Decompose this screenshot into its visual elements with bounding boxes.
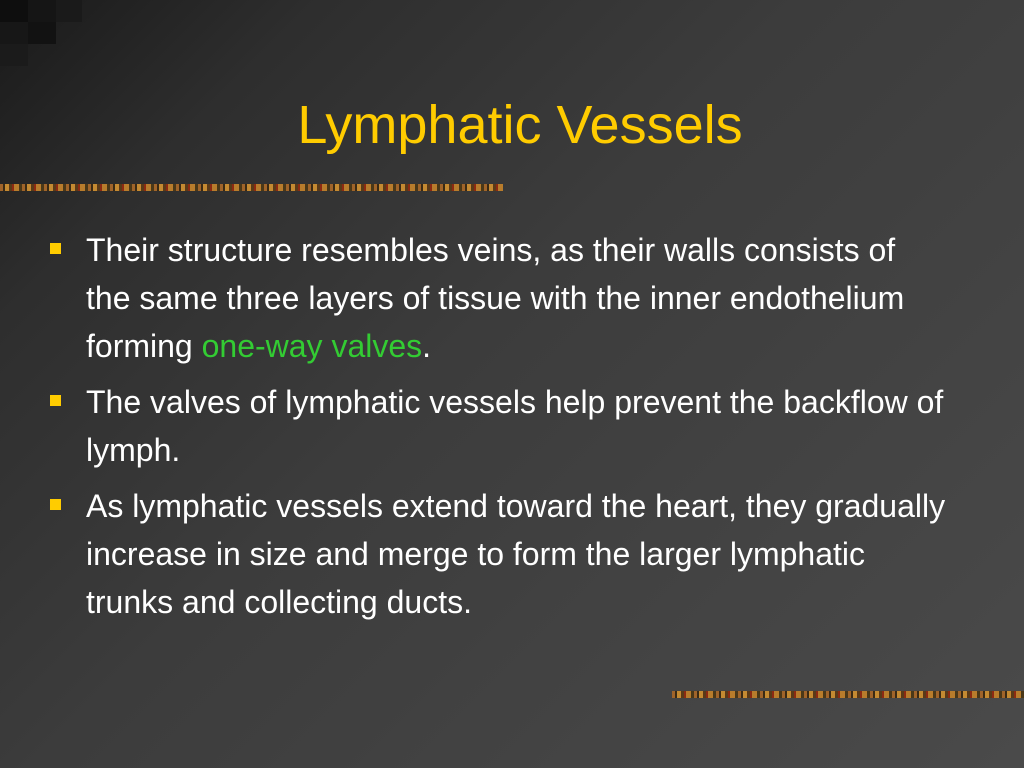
- bullet-item: [46, 378, 946, 474]
- bullet-text: Their structure resembles veins, as their walls consists of the same three layers of tissue with the inner endothelium forming: [86, 232, 905, 364]
- bullet-item: [46, 482, 946, 626]
- slide-title: Lymphatic Vessels: [297, 95, 743, 155]
- bullet-text: The valves of lymphatic vessels help prevent the backflow of lymph.: [86, 384, 944, 468]
- highlighted-term: one-way valves: [201, 328, 423, 364]
- bullet-text-end: .: [422, 328, 432, 364]
- square-bullet-icon: [50, 395, 61, 406]
- square-bullet-icon: [50, 243, 61, 254]
- decorative-stripe-top: [0, 184, 503, 191]
- bullet-text: As lymphatic vessels extend toward the heart, they gradually increase in size and merge to form the larger lymphatic trunks and collecting ducts.: [86, 488, 946, 620]
- square-bullet-icon: [50, 499, 61, 510]
- bullet-item: [46, 226, 946, 370]
- decorative-stripe-bottom: [672, 691, 1024, 698]
- corner-decoration: [0, 0, 110, 90]
- bullet-list: [46, 226, 946, 634]
